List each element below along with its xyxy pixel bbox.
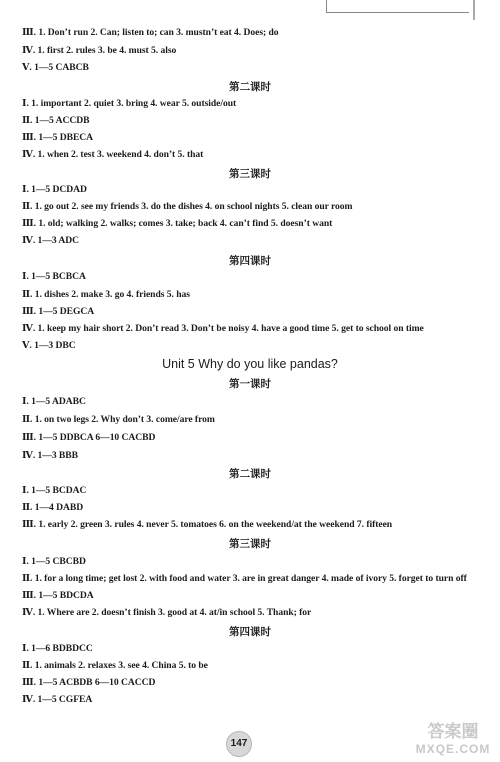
answer-line: Ⅰ. 1—5 ADABC (22, 396, 86, 407)
lesson-heading: 第三课时 (229, 168, 271, 180)
answer-line: Ⅲ. 1. old; walking 2. walks; comes 3. take; back 4. can’t find 5. doesn’t want (22, 218, 333, 229)
answer-line: Ⅳ. 1—3 BBB (22, 450, 78, 461)
unit-title: Unit 5 Why do you like pandas? (162, 357, 338, 371)
lesson-heading: 第三课时 (229, 538, 271, 550)
answer-line: Ⅱ. 1. for a long time; get lost 2. with food and water 3. are in great danger 4. made of ivory 5. forget to turn off (22, 573, 467, 584)
answer-line: Ⅱ. 1—4 DABD (22, 502, 84, 513)
answer-line: Ⅲ. 1—5 ACBDB 6—10 CACCD (22, 677, 156, 688)
lesson-heading: 第四课时 (229, 255, 271, 267)
answer-line: Ⅴ. 1—5 CABCB (22, 62, 89, 73)
answer-line: Ⅳ. 1. first 2. rules 3. be 4. must 5. also (22, 45, 177, 56)
lesson-heading: 第一课时 (229, 378, 271, 390)
lesson-heading: 第二课时 (229, 468, 271, 480)
answer-line: Ⅳ. 1—3 ADC (22, 235, 80, 246)
page-number: 147 (226, 731, 252, 757)
header-decoration (326, 0, 469, 13)
answer-line: Ⅲ. 1. Don’t run 2. Can; listen to; can 3. mustn’t eat 4. Does; do (22, 27, 279, 38)
answer-line: Ⅱ. 1. animals 2. relaxes 3. see 4. China 5. to be (22, 660, 208, 671)
answer-line: Ⅲ. 1—5 DBECA (22, 132, 94, 143)
answer-line: Ⅳ. 1. when 2. test 3. weekend 4. don’t 5. that (22, 149, 204, 160)
lesson-heading: 第二课时 (229, 81, 271, 93)
answer-line: Ⅱ. 1. go out 2. see my friends 3. do the dishes 4. on school nights 5. clean our room (22, 201, 353, 212)
answer-line: Ⅰ. 1—5 BCDAC (22, 485, 87, 496)
lesson-heading: 第四课时 (229, 626, 271, 638)
answer-line: Ⅳ. 1. Where are 2. doesn’t finish 3. good at 4. at/in school 5. Thank; for (22, 607, 312, 618)
answer-line: Ⅰ. 1—5 CBCBD (22, 556, 86, 567)
answer-line: Ⅰ. 1—6 BDBDCC (22, 643, 93, 654)
watermark-url: MXQE.COM (415, 742, 491, 756)
answer-line: Ⅱ. 1—5 ACCDB (22, 115, 90, 126)
answer-line: Ⅰ. 1—5 DCDAD (22, 184, 87, 195)
answer-line: Ⅱ. 1. dishes 2. make 3. go 4. friends 5. has (22, 289, 190, 300)
answer-line: Ⅲ. 1—5 DDBCA 6—10 CACBD (22, 432, 156, 443)
answer-line: Ⅳ. 1. keep my hair short 2. Don’t read 3. Don’t be noisy 4. have a good time 5. get to school on time (22, 323, 424, 334)
answer-line: Ⅳ. 1—5 CGFEA (22, 694, 93, 705)
answer-line: Ⅲ. 1—5 DEGCA (22, 306, 95, 317)
answer-line: Ⅲ. 1—5 BDCDA (22, 590, 94, 601)
answer-line: Ⅲ. 1. early 2. green 3. rules 4. never 5. tomatoes 6. on the weekend/at the weekend 7. fifteen (22, 519, 393, 530)
watermark-text: 答案圈 (427, 722, 479, 741)
answer-line: Ⅰ. 1—5 BCBCA (22, 271, 86, 282)
answer-line: Ⅰ. 1. important 2. quiet 3. bring 4. wear 5. outside/out (22, 98, 237, 109)
answer-line: Ⅱ. 1. on two legs 2. Why don’t 3. come/are from (22, 414, 215, 425)
watermark-logo (412, 722, 494, 758)
answer-line: Ⅴ. 1—3 DBC (22, 340, 76, 351)
